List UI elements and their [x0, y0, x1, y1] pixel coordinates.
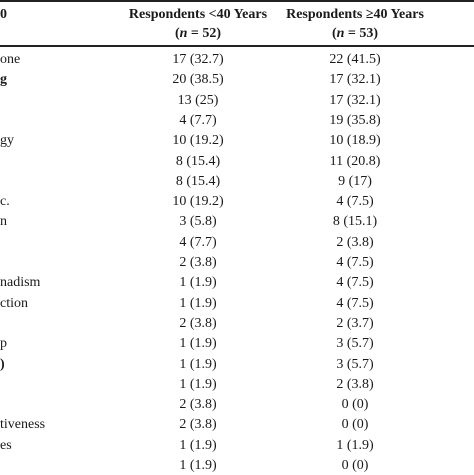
table-row [0, 192, 474, 211]
top-rule [0, 0, 474, 2]
cell-40-plus: 17 (32.1) [329, 92, 381, 108]
row-label: gy [0, 133, 14, 149]
cell-under-40: 4 (7.7) [179, 112, 217, 128]
table-row [0, 111, 474, 130]
table-row [0, 273, 474, 292]
header-col0-text: 0 [0, 7, 7, 22]
table-row [0, 70, 474, 89]
cell-under-40: 1 (1.9) [179, 336, 217, 352]
cell-under-40: 1 (1.9) [179, 356, 217, 372]
cell-under-40: 1 (1.9) [179, 275, 217, 291]
cell-40-plus: 2 (3.8) [336, 234, 374, 250]
cell-under-40: 1 (1.9) [179, 295, 217, 311]
header-col0 [0, 5, 20, 24]
table-row [0, 172, 474, 191]
table-row [0, 355, 474, 374]
cell-40-plus: 22 (41.5) [329, 52, 381, 67]
cell-40-plus: 10 (18.9) [329, 133, 381, 149]
table-row [0, 314, 474, 333]
cell-under-40: 2 (3.8) [179, 397, 217, 413]
cell-40-plus: 0 (0) [341, 417, 369, 433]
row-label: ) [0, 356, 5, 372]
cell-40-plus: 4 (7.5) [336, 255, 374, 270]
table-row [0, 212, 474, 231]
row-label: one [0, 52, 21, 67]
header-young-n-label: n [179, 26, 188, 41]
row-label: tiveness [0, 417, 46, 433]
cell-40-plus: 3 (5.7) [336, 336, 374, 352]
cell-40-plus: 2 (3.8) [336, 376, 374, 392]
cell-40-plus: 4 (7.5) [336, 275, 374, 291]
cell-40-plus: 19 (35.8) [329, 112, 381, 128]
table-row [0, 91, 474, 110]
table-row [0, 152, 474, 171]
cell-under-40: 10 (19.2) [172, 194, 224, 210]
header-young-title: Respondents <40 Years [128, 7, 268, 22]
table-row [0, 456, 474, 475]
header-old-n: (n = 53) [331, 26, 379, 41]
cell-under-40: 4 (7.7) [179, 234, 217, 250]
cell-under-40: 2 (3.8) [179, 255, 217, 270]
row-label: ction [0, 295, 28, 311]
table-row [0, 294, 474, 313]
cell-under-40: 20 (38.5) [172, 72, 224, 88]
table-row [0, 415, 474, 434]
row-label: c. [0, 194, 10, 210]
cell-40-plus: 17 (32.1) [329, 72, 381, 88]
cell-40-plus: 11 (20.8) [329, 153, 381, 169]
table-row [0, 131, 474, 150]
table-row [0, 375, 474, 394]
cell-40-plus: 9 (17) [338, 173, 372, 189]
header-old-n-value: = 53) [344, 26, 379, 41]
row-label: nadism [0, 275, 41, 291]
cell-40-plus: 8 (15.1) [332, 214, 378, 230]
header-old-title: Respondents ≥40 Years [286, 7, 424, 22]
table-row [0, 233, 474, 252]
header-young-n: (n = 52) [174, 26, 222, 41]
cell-40-plus: 0 (0) [341, 397, 369, 413]
cell-under-40: 8 (15.4) [175, 153, 221, 169]
row-label: p [0, 336, 7, 352]
cell-under-40: 2 (3.8) [179, 315, 217, 331]
header-old [280, 5, 430, 43]
cell-40-plus: 2 (3.7) [336, 315, 374, 331]
table-row [0, 436, 474, 455]
cell-under-40: 1 (1.9) [179, 376, 217, 392]
cell-under-40: 17 (32.7) [172, 52, 224, 67]
cell-under-40: 10 (19.2) [172, 133, 224, 149]
cell-under-40: 1 (1.9) [179, 437, 217, 453]
cell-under-40: 2 (3.8) [179, 417, 217, 433]
header-young [126, 5, 270, 43]
cell-under-40: 13 (25) [177, 92, 219, 108]
cell-40-plus: 4 (7.5) [336, 295, 374, 311]
cell-under-40: 8 (15.4) [175, 173, 221, 189]
cell-40-plus: 0 (0) [341, 458, 369, 473]
row-label: es [0, 437, 12, 453]
cell-under-40: 1 (1.9) [179, 458, 217, 473]
cell-40-plus: 1 (1.9) [336, 437, 374, 453]
header-young-n-value: = 52) [187, 26, 222, 41]
row-label: n [0, 214, 7, 230]
cell-40-plus: 3 (5.7) [336, 356, 374, 372]
cell-under-40: 3 (5.8) [179, 214, 217, 230]
row-label: g [0, 72, 7, 88]
header-old-n-label: n [336, 26, 345, 41]
table-row [0, 253, 474, 272]
cell-40-plus: 4 (7.5) [336, 194, 374, 210]
header-rule [0, 45, 474, 47]
table-row [0, 50, 474, 69]
table-row [0, 334, 474, 353]
table-row [0, 395, 474, 414]
